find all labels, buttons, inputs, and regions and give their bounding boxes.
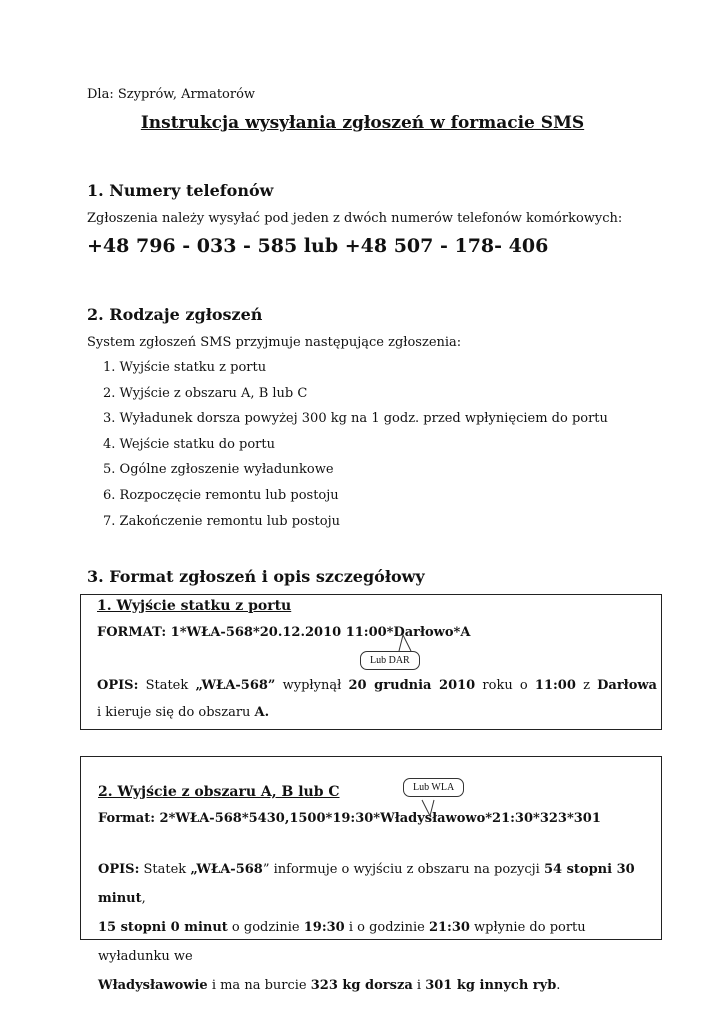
list-item: 5. Ogólne zgłoszenie wyładunkowe [103, 462, 334, 478]
section-1-text: Zgłoszenia należy wysyłać pod jeden z dwóch numerów telefonów komórkowych: [87, 211, 623, 226]
format-box-exit-area [80, 756, 662, 993]
opis-label: OPIS: [97, 678, 139, 693]
callout-alt-port: Lub DAR [360, 651, 420, 670]
box-1-title: 1. Wyjście statku z portu [97, 598, 292, 614]
addressee: Dla: Szyprów, Armatorów [87, 87, 256, 102]
list-item: 1. Wyjście statku z portu [103, 360, 267, 375]
box-2-title: 2. Wyjście z obszaru A, B lub C [98, 784, 340, 800]
report-types-list [103, 358, 608, 537]
document-title: Instrukcja wysyłania zgłoszeń w formacie SMS [140, 113, 585, 133]
callout-alt-port-code: Lub WLA [403, 778, 464, 797]
list-item: 6. Rozpoczęcie remontu lub postoju [103, 487, 339, 503]
section-3-heading: 3. Format zgłoszeń i opis szczegółowy [87, 567, 425, 586]
box-2-description: OPIS: Statek „WŁA-568” informuje o wyjściu z obszaru na pozycji 54 stopni 30 minut, 15 stopni 0 minut o godzinie 19:30 i o godzinie 21:30 wpłynie do portu wyładunku we Władysławowie i ma na burcie 323 kg dorsza i 301 kg innych ryb. [98, 862, 635, 993]
phone-numbers: +48 796 - 033 - 585 lub +48 507 - 178- 406 [87, 235, 549, 257]
section-1-heading: 1. Numery telefonów [87, 181, 274, 200]
box-1-format: FORMAT: 1*WŁA-568*20.12.2010 11:00*Darłowo*A [97, 625, 471, 640]
box-2-format: Format: 2*WŁA-568*5430,1500*19:30*Władysławowo*21:30*323*301 [98, 811, 601, 826]
section-2-intro: System zgłoszeń SMS przyjmuje następujące zgłoszenia: [87, 335, 462, 350]
list-item: 2. Wyjście z obszaru A, B lub C [103, 385, 308, 401]
section-2-heading: 2. Rodzaje zgłoszeń [87, 305, 263, 324]
list-item: 4. Wejście statku do portu [103, 436, 275, 452]
opis-label: OPIS: [98, 862, 140, 877]
list-item: 3. Wyładunek dorsza powyżej 300 kg na 1 godz. przed wpłynięciem do portu [103, 411, 608, 427]
box-1-description: OPIS: Statek „WŁA-568” wypłynął 20 grudnia 2010 roku o 11:00 z Darłowa i kieruje się do obszaru A. [97, 678, 657, 720]
list-item: 7. Zakończenie remontu lub postoju [103, 513, 340, 529]
